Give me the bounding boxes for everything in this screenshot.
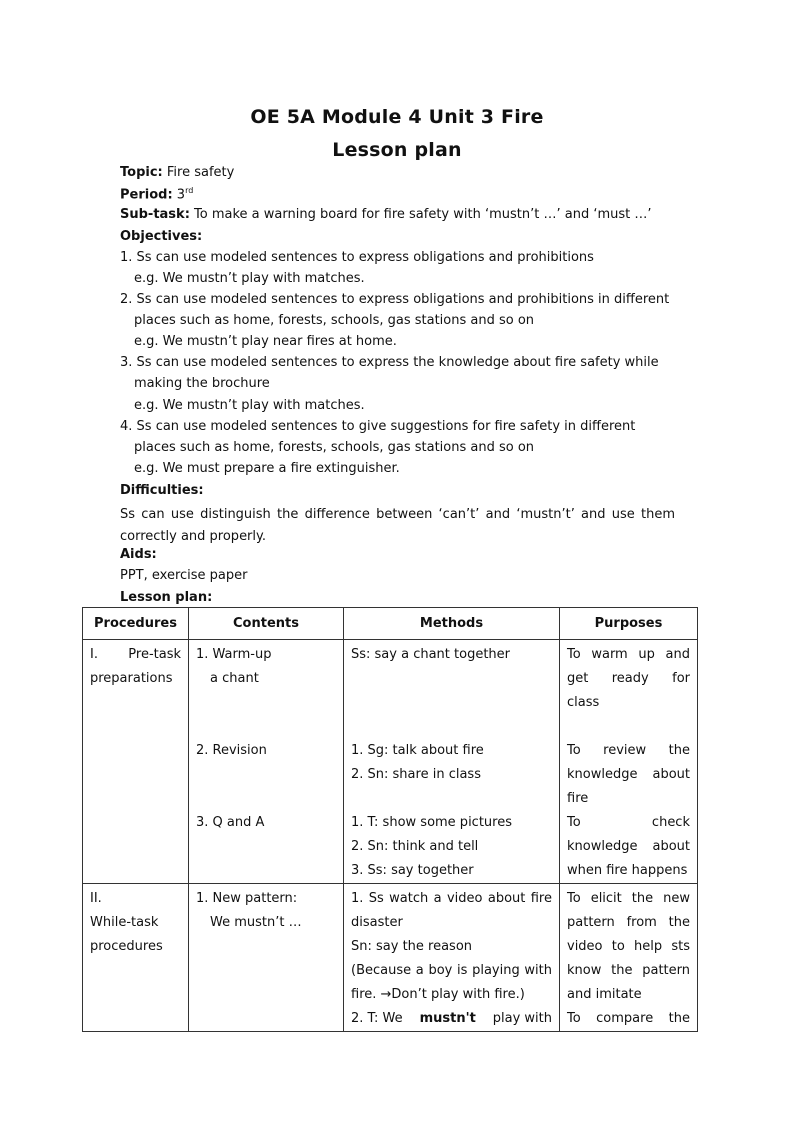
period-sup: rd <box>185 186 194 195</box>
difficulties-text: Ss can use distinguish the difference between ‘can’t’ and ‘mustn’t’ and use them correctly and properly. <box>120 507 675 544</box>
topic-line <box>120 165 234 180</box>
purposes-cell <box>560 640 698 884</box>
objective-line: making the brochure <box>134 376 270 391</box>
table-row <box>83 884 698 1032</box>
content-line: 3. Q and A <box>196 815 265 830</box>
methods-cell <box>344 884 560 1032</box>
method-line: 1. T: show some pictures <box>351 815 512 830</box>
objective-line: places such as home, forests, schools, gas stations and so on <box>134 313 535 328</box>
objective-line: e.g. We must prepare a fire extinguisher. <box>134 461 400 476</box>
procedure-cell <box>83 884 189 1032</box>
purpose-line: and imitate <box>567 987 642 1002</box>
purpose-line: video to help sts <box>567 939 690 954</box>
purposes-cell <box>560 884 698 1032</box>
purpose-line: when fire happens <box>567 863 688 878</box>
contents-cell <box>189 884 344 1032</box>
topic-label: Topic: <box>120 165 163 180</box>
purpose-line: To review the <box>567 743 690 758</box>
procedure-line: While-task <box>90 915 159 930</box>
header-purposes: Purposes <box>560 608 698 640</box>
period-label: Period: <box>120 187 173 203</box>
aids-label: Aids: <box>120 547 157 562</box>
purpose-line: knowledge about <box>567 767 690 782</box>
method-line: (Because a boy is playing with <box>351 963 552 978</box>
purpose-line: knowledge about <box>567 839 690 854</box>
procedure-line: I. Pre-task <box>90 647 181 662</box>
method-line: 1. Ss watch a video about fire <box>351 891 552 906</box>
purpose-line: To compare the <box>567 1011 690 1026</box>
table-header-row <box>83 608 698 640</box>
subtask-line <box>120 207 652 222</box>
method-line: Ss: say a chant together <box>351 647 511 662</box>
method-line: 2. Sn: think and tell <box>351 839 479 854</box>
procedure-line: procedures <box>90 939 163 954</box>
method-fragment: 2. T: We <box>351 1011 403 1026</box>
method-line: Sn: say the reason <box>351 939 473 954</box>
purpose-line: pattern from the <box>567 915 690 930</box>
purpose-line: fire <box>567 791 589 806</box>
lesson-plan-table <box>82 607 698 1032</box>
objective-line: places such as home, forests, schools, gas stations and so on <box>134 440 535 455</box>
objective-line: 3. Ss can use modeled sentences to express the knowledge about fire safety while <box>120 355 659 370</box>
method-line: fire. →Don’t play with fire.) <box>351 987 525 1002</box>
page-title: OE 5A Module 4 Unit 3 Fire <box>250 106 544 128</box>
content-line: 1. Warm-up <box>196 647 272 662</box>
aids-value: PPT, exercise paper <box>120 568 248 583</box>
method-line <box>351 1007 552 1031</box>
content-line: a chant <box>210 671 259 686</box>
purpose-line: know the pattern <box>567 963 690 978</box>
header-procedures: Procedures <box>83 608 189 640</box>
objective-line: e.g. We mustn’t play near fires at home. <box>134 334 397 349</box>
header-methods: Methods <box>344 608 560 640</box>
lesson-info <box>120 163 680 603</box>
subtask-label: Sub-task: <box>120 207 190 222</box>
purpose-line: To check <box>567 815 690 830</box>
objective-line: e.g. We mustn’t play with matches. <box>134 271 365 286</box>
methods-cell <box>344 640 560 884</box>
method-emphasis: mustn't <box>419 1011 476 1026</box>
contents-cell <box>189 640 344 884</box>
procedure-line: preparations <box>90 671 173 686</box>
method-line: 2. Sn: share in class <box>351 767 481 782</box>
objective-line: 2. Ss can use modeled sentences to express obligations and prohibitions in different <box>120 292 670 307</box>
procedure-cell <box>83 640 189 884</box>
objective-line: e.g. We mustn’t play with matches. <box>134 398 365 413</box>
method-line: 3. Ss: say together <box>351 863 474 878</box>
topic-value: Fire safety <box>166 165 235 180</box>
lesson-plan-label: Lesson plan: <box>120 590 213 605</box>
procedure-line: II. <box>90 891 102 906</box>
difficulties-label: Difficulties: <box>120 483 204 498</box>
page-subtitle: Lesson plan <box>332 139 462 161</box>
purpose-line: class <box>567 695 600 710</box>
header-contents: Contents <box>189 608 344 640</box>
method-line: disaster <box>351 915 403 930</box>
objective-line: 4. Ss can use modeled sentences to give suggestions for fire safety in different <box>120 419 636 434</box>
content-line: 1. New pattern: <box>196 891 298 906</box>
table-row <box>83 640 698 884</box>
objective-line: 1. Ss can use modeled sentences to express obligations and prohibitions <box>120 250 594 265</box>
objectives-label: Objectives: <box>120 229 203 244</box>
content-line: 2. Revision <box>196 743 267 758</box>
method-line: 1. Sg: talk about fire <box>351 743 484 758</box>
period-line <box>120 186 193 202</box>
purpose-line: get ready for <box>567 671 690 686</box>
method-fragment: play with <box>492 1011 552 1026</box>
purpose-line: To elicit the new <box>567 891 690 906</box>
purpose-line: To warm up and <box>567 647 690 662</box>
subtask-value: To make a warning board for fire safety with ‘mustn’t …’ and ‘must …’ <box>194 207 652 222</box>
period-value: 3 <box>176 187 186 203</box>
content-line: We mustn’t … <box>210 915 302 930</box>
